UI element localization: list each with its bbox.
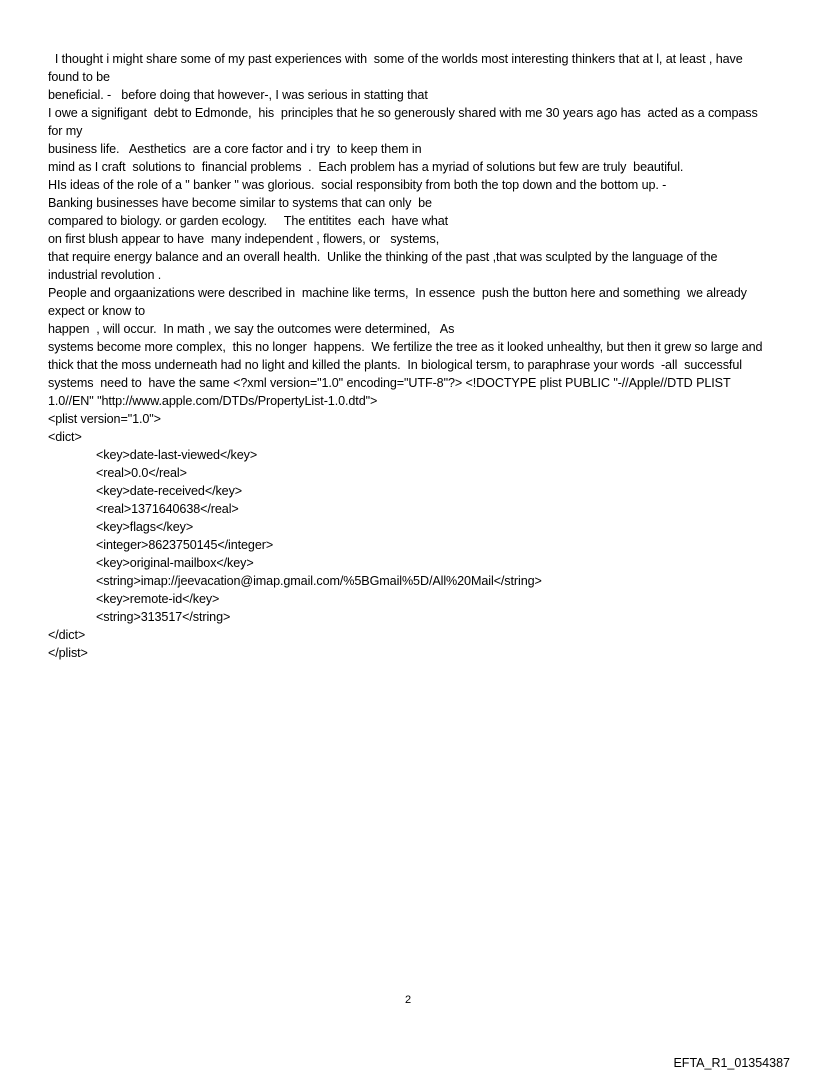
document-body [48,50,764,662]
prose-line: I thought i might share some of my past experiences with some of the worlds most interesting thinkers that at l, at least , have found to be [48,52,747,84]
dict-entry: <key>flags</key> [96,520,194,534]
dict-entry: <integer>8623750145</integer> [96,538,274,552]
dict-entry: <string>313517</string> [96,610,231,624]
prose-line: on first blush appear to have many independent , flowers, or systems, [48,232,440,246]
dict-entry: <real>0.0</real> [96,466,187,480]
prose-line: beneficial. - before doing that however-, I was serious in statting that [48,88,428,102]
plist-close-tag: </plist> [48,646,88,660]
page-number: 2 [404,994,412,1006]
dict-entry: <key>date-last-viewed</key> [96,448,258,462]
dict-entry: <string>imap://jeevacation@imap.gmail.com/%5BGmail%5D/All%20Mail</string> [96,574,542,588]
dict-entry: <key>original-mailbox</key> [96,556,254,570]
dict-entry: <key>date-received</key> [96,484,243,498]
prose-line: HIs ideas of the role of a " banker " was glorious. social responsibity from both the top down and the bottom up. - [48,178,667,192]
prose-line: compared to biology. or garden ecology. The entitites each have what [48,214,449,228]
dict-close-tag: </dict> [48,628,86,642]
document-id: EFTA_R1_01354387 [673,1056,790,1070]
prose-line: systems become more complex, this no longer happens. We fertilize the tree as it looked unhealthy, but then it grew so large and thick that the moss underneath had no light and killed the plants. In biological tersm, to paraphrase your words -all successful systems need to have the same <?xml version="1.0" encoding="UTF-8"?> <!DOCTYPE plist PUBLIC "-//Apple//DTD PLIST 1.0//EN" "http://www.apple.com/DTDs/PropertyList-1.0.dtd"> [48,340,766,408]
dict-entry: <key>remote-id</key> [96,592,220,606]
prose-line: People and orgaanizations were described in machine like terms, In essence push the button here and something we already expect or know to [48,286,751,318]
plist-open-tag: <plist version="1.0"> [48,412,161,426]
prose-line: mind as I craft solutions to financial problems . Each problem has a myriad of solutions but few are truly beautiful. [48,160,684,174]
prose-line: happen , will occur. In math , we say the outcomes were determined, As [48,322,455,336]
prose-line: Banking businesses have become similar to systems that can only be [48,196,432,210]
dict-open-tag: <dict> [48,430,82,444]
prose-line: I owe a signifigant debt to Edmonde, his principles that he so generously shared with me 30 years ago has acted as a compass for my [48,106,762,138]
dict-entry: <real>1371640638</real> [96,502,239,516]
prose-line: that require energy balance and an overall health. Unlike the thinking of the past ,that was sculpted by the language of the industrial revolution . [48,250,721,282]
prose-line: business life. Aesthetics are a core factor and i try to keep them in [48,142,422,156]
